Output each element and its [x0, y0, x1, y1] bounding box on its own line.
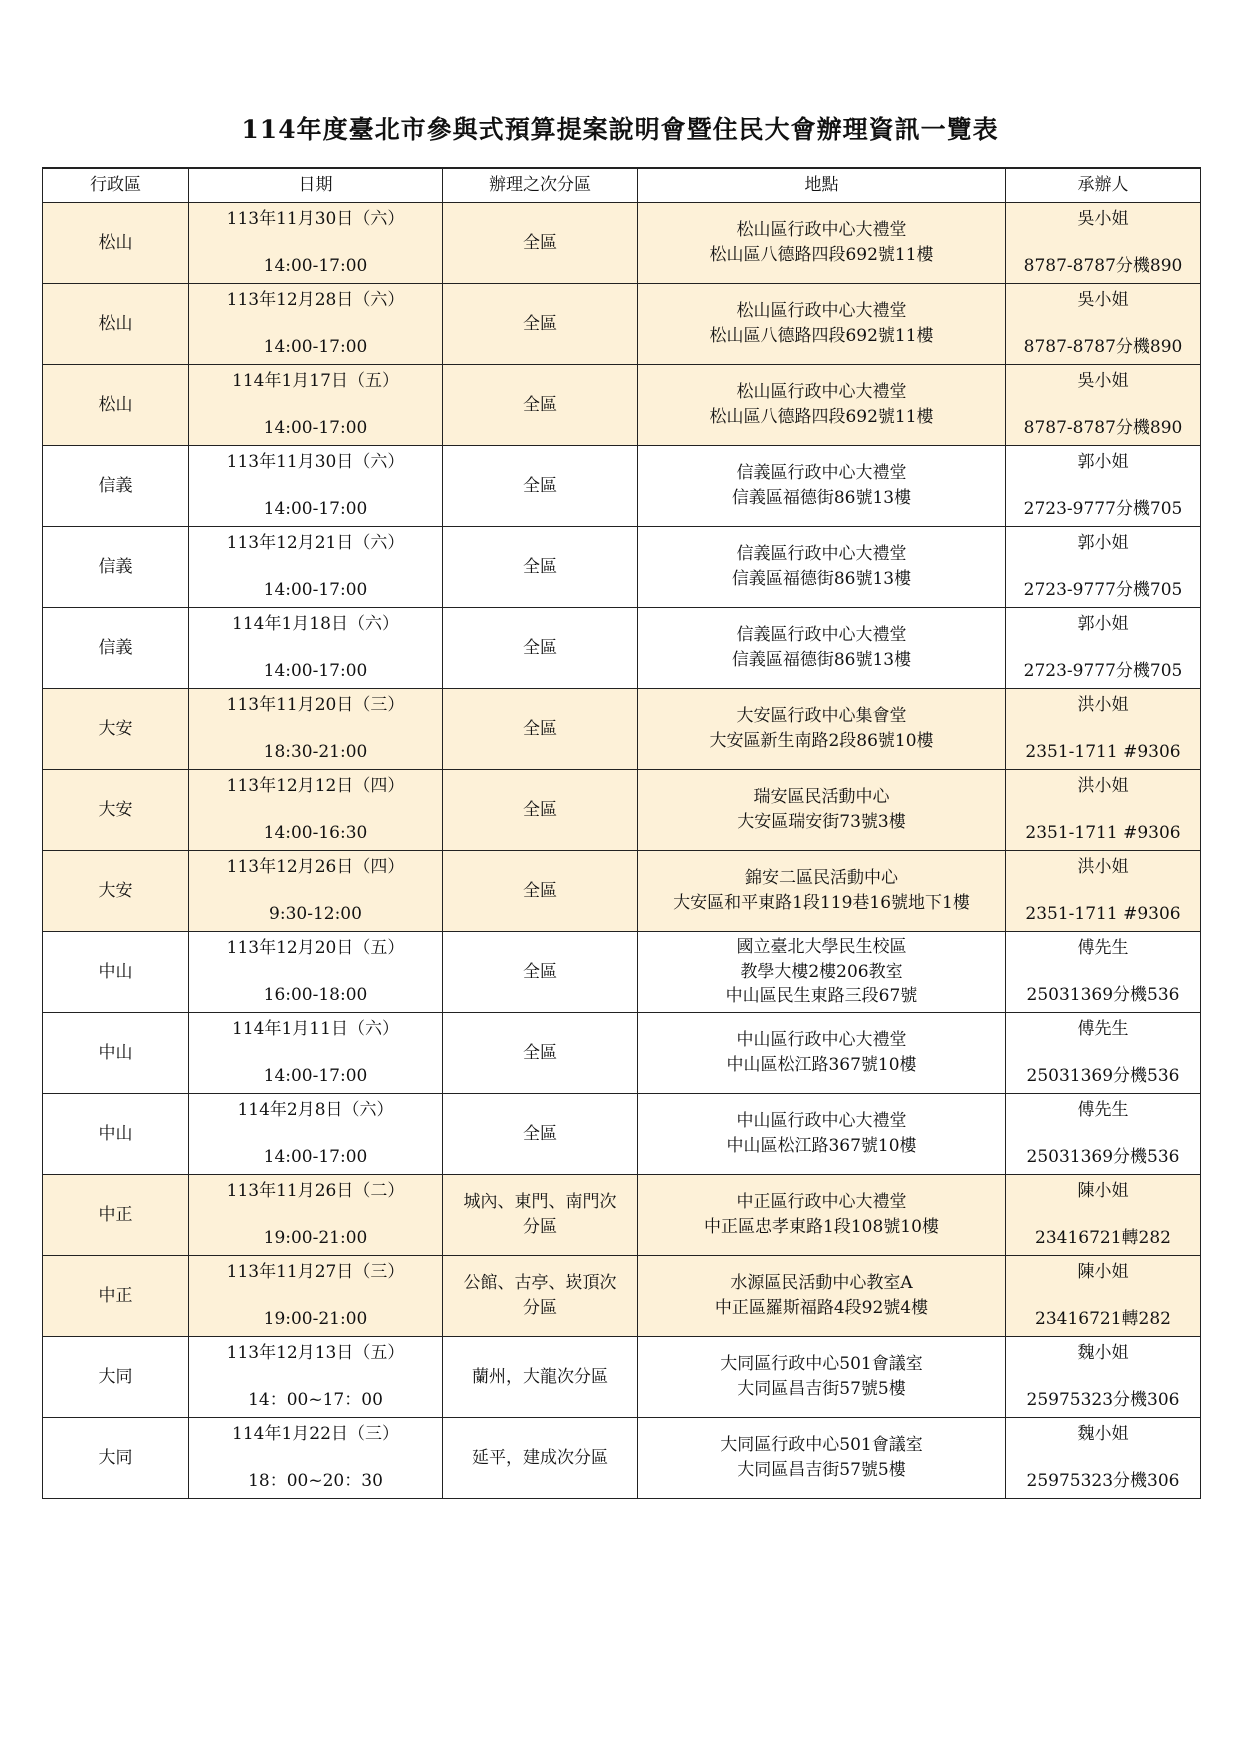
cell-district: 大安	[43, 851, 189, 932]
cell-subdistrict: 全區	[443, 770, 638, 851]
table-row	[43, 1175, 1201, 1256]
event-time: 16:00-18:00	[263, 985, 368, 1006]
cell-location	[638, 1337, 1006, 1418]
cell-contact	[1006, 1013, 1201, 1094]
contact-phone: 23416721轉282	[1035, 1228, 1171, 1249]
cell-location	[638, 851, 1006, 932]
location-line: 大安區行政中心集會堂	[736, 706, 907, 727]
cell-subdistrict: 延平，建成次分區	[443, 1418, 638, 1499]
cell-subdistrict: 全區	[443, 608, 638, 689]
cell-contact	[1006, 365, 1201, 446]
cell-date	[189, 689, 443, 770]
location-line: 信義區行政中心大禮堂	[736, 544, 907, 565]
cell-subdistrict	[443, 1256, 638, 1337]
event-time: 18：00~20：30	[248, 1471, 383, 1492]
contact-name: 陳小姐	[1077, 1181, 1129, 1201]
subdistrict-line: 城內、東門、南門次	[463, 1192, 617, 1213]
event-date: 113年11月20日（三）	[226, 695, 405, 715]
event-time: 18:30-21:00	[263, 742, 368, 763]
event-date: 113年12月13日（五）	[226, 1343, 405, 1363]
event-date: 113年11月30日（六）	[226, 452, 405, 472]
contact-name: 魏小姐	[1077, 1424, 1129, 1444]
location-line: 信義區福德街86號13樓	[731, 650, 912, 670]
cell-date	[189, 851, 443, 932]
header-location: 地點	[638, 168, 1006, 203]
event-time: 14:00-17:00	[263, 256, 368, 277]
cell-location	[638, 284, 1006, 365]
event-time: 14:00-17:00	[263, 1066, 368, 1087]
table-row	[43, 770, 1201, 851]
contact-phone: 2351-1711 #9306	[1025, 823, 1181, 844]
cell-location	[638, 1256, 1006, 1337]
event-date: 114年1月22日（三）	[232, 1424, 399, 1444]
cell-contact	[1006, 1418, 1201, 1499]
location-line: 大同區行政中心501會議室	[720, 1354, 923, 1375]
contact-name: 傅先生	[1077, 1100, 1129, 1120]
cell-contact	[1006, 932, 1201, 1013]
event-time: 19:00-21:00	[263, 1228, 368, 1249]
event-date: 114年1月11日（六）	[232, 1019, 399, 1039]
location-line: 國立臺北大學民生校區	[736, 937, 907, 958]
location-line: 中正區羅斯福路4段92號4樓	[714, 1298, 929, 1318]
location-line: 松山區行政中心大禮堂	[736, 382, 907, 403]
cell-district: 信義	[43, 527, 189, 608]
location-line: 中山區松江路367號10樓	[726, 1055, 917, 1075]
location-line: 松山區八德路四段692號11樓	[709, 326, 934, 346]
contact-name: 洪小姐	[1077, 695, 1129, 715]
contact-name: 魏小姐	[1077, 1343, 1129, 1363]
table-row	[43, 527, 1201, 608]
cell-subdistrict: 全區	[443, 851, 638, 932]
cell-subdistrict: 蘭州，大龍次分區	[443, 1337, 638, 1418]
cell-date	[189, 1094, 443, 1175]
event-date: 114年1月18日（六）	[232, 614, 399, 634]
cell-district: 信義	[43, 608, 189, 689]
header-date: 日期	[189, 168, 443, 203]
table-row	[43, 689, 1201, 770]
event-time: 14:00-17:00	[263, 418, 368, 439]
cell-location	[638, 527, 1006, 608]
location-line: 教學大樓2樓206教室	[740, 961, 903, 982]
cell-date	[189, 446, 443, 527]
event-time: 14:00-17:00	[263, 661, 368, 682]
event-time: 14:00-17:00	[263, 1147, 368, 1168]
cell-date	[189, 1337, 443, 1418]
cell-district: 中山	[43, 932, 189, 1013]
cell-contact	[1006, 284, 1201, 365]
cell-date	[189, 1013, 443, 1094]
cell-location	[638, 446, 1006, 527]
cell-date	[189, 284, 443, 365]
contact-phone: 2723-9777分機705	[1023, 499, 1183, 520]
contact-name: 洪小姐	[1077, 857, 1129, 877]
cell-location	[638, 932, 1006, 1013]
cell-location	[638, 689, 1006, 770]
cell-subdistrict: 全區	[443, 1013, 638, 1094]
cell-district: 中正	[43, 1256, 189, 1337]
location-line: 信義區行政中心大禮堂	[736, 463, 907, 484]
cell-subdistrict	[443, 1175, 638, 1256]
cell-date	[189, 1418, 443, 1499]
location-line: 松山區行政中心大禮堂	[736, 301, 907, 322]
subdistrict-line: 分區	[523, 1298, 557, 1318]
cell-contact	[1006, 1256, 1201, 1337]
contact-name: 傅先生	[1077, 1019, 1129, 1039]
contact-phone: 2723-9777分機705	[1023, 661, 1183, 682]
cell-subdistrict: 全區	[443, 365, 638, 446]
cell-district: 中山	[43, 1094, 189, 1175]
location-line: 信義區福德街86號13樓	[731, 488, 912, 508]
contact-name: 吳小姐	[1077, 209, 1129, 229]
event-date: 114年1月17日（五）	[232, 371, 399, 391]
event-time: 14:00-16:30	[263, 823, 368, 844]
cell-date	[189, 608, 443, 689]
location-line: 信義區福德街86號13樓	[731, 569, 912, 589]
cell-date	[189, 527, 443, 608]
cell-date	[189, 932, 443, 1013]
table-row	[43, 851, 1201, 932]
cell-contact	[1006, 203, 1201, 284]
contact-name: 傅先生	[1077, 938, 1129, 958]
location-line: 水源區民活動中心教室A	[730, 1273, 913, 1294]
header-district: 行政區	[43, 168, 189, 203]
cell-location	[638, 365, 1006, 446]
event-time: 14:00-17:00	[263, 580, 368, 601]
event-time: 14:00-17:00	[263, 499, 368, 520]
cell-contact	[1006, 770, 1201, 851]
table-row	[43, 284, 1201, 365]
contact-phone: 23416721轉282	[1035, 1309, 1171, 1330]
cell-location	[638, 1013, 1006, 1094]
cell-date	[189, 770, 443, 851]
location-line: 大同區行政中心501會議室	[720, 1435, 923, 1456]
location-line: 大同區昌吉街57號5樓	[737, 1379, 906, 1399]
location-line: 瑞安區民活動中心	[753, 787, 890, 808]
table-row	[43, 608, 1201, 689]
location-line: 大安區新生南路2段86號10樓	[709, 731, 934, 751]
location-line: 松山區八德路四段692號11樓	[709, 407, 934, 427]
contact-name: 洪小姐	[1077, 776, 1129, 796]
event-time: 9:30-12:00	[269, 904, 362, 925]
location-line: 錦安二區民活動中心	[745, 868, 898, 889]
cell-location	[638, 1418, 1006, 1499]
cell-district: 信義	[43, 446, 189, 527]
location-line: 信義區行政中心大禮堂	[736, 625, 907, 646]
cell-location	[638, 770, 1006, 851]
location-line: 中正區行政中心大禮堂	[736, 1192, 907, 1213]
contact-phone: 8787-8787分機890	[1023, 256, 1183, 277]
cell-location	[638, 1094, 1006, 1175]
contact-name: 吳小姐	[1077, 290, 1129, 310]
event-date: 113年12月21日（六）	[226, 533, 405, 553]
cell-location	[638, 608, 1006, 689]
cell-date	[189, 1175, 443, 1256]
contact-name: 郭小姐	[1077, 533, 1129, 553]
event-date: 113年12月28日（六）	[226, 290, 405, 310]
cell-contact	[1006, 446, 1201, 527]
location-line: 中山區民生東路三段67號	[725, 986, 918, 1007]
event-date: 113年11月26日（二）	[226, 1181, 405, 1201]
cell-district: 大安	[43, 770, 189, 851]
event-date: 113年11月27日（三）	[226, 1262, 405, 1282]
cell-location	[638, 1175, 1006, 1256]
event-time: 19:00-21:00	[263, 1309, 368, 1330]
subdistrict-line: 分區	[523, 1217, 557, 1237]
location-line: 松山區行政中心大禮堂	[736, 220, 907, 241]
contact-phone: 2351-1711 #9306	[1025, 904, 1181, 925]
cell-subdistrict: 全區	[443, 932, 638, 1013]
event-date: 113年12月26日（四）	[226, 857, 405, 877]
cell-subdistrict: 全區	[443, 203, 638, 284]
location-line: 松山區八德路四段692號11樓	[709, 245, 934, 265]
contact-name: 郭小姐	[1077, 614, 1129, 634]
subdistrict-line: 公館、古亭、崁頂次	[463, 1273, 617, 1294]
cell-contact	[1006, 1094, 1201, 1175]
cell-subdistrict: 全區	[443, 284, 638, 365]
contact-phone: 2351-1711 #9306	[1025, 742, 1181, 763]
event-date: 114年2月8日（六）	[237, 1100, 394, 1120]
cell-subdistrict: 全區	[443, 689, 638, 770]
schedule-table	[42, 167, 1201, 1499]
event-time: 14：00~17：00	[248, 1390, 383, 1411]
cell-district: 松山	[43, 203, 189, 284]
cell-date	[189, 365, 443, 446]
cell-contact	[1006, 527, 1201, 608]
cell-subdistrict: 全區	[443, 1094, 638, 1175]
cell-date	[189, 203, 443, 284]
location-line: 大同區昌吉街57號5樓	[737, 1460, 906, 1480]
event-time: 14:00-17:00	[263, 337, 368, 358]
event-date: 113年12月20日（五）	[226, 938, 405, 958]
table-header-row	[43, 168, 1201, 203]
contact-phone: 2723-9777分機705	[1023, 580, 1183, 601]
table-row	[43, 1094, 1201, 1175]
contact-phone: 25031369分機536	[1026, 1066, 1180, 1087]
cell-contact	[1006, 1175, 1201, 1256]
cell-subdistrict: 全區	[443, 446, 638, 527]
table-row	[43, 1256, 1201, 1337]
table-row	[43, 203, 1201, 284]
contact-name: 吳小姐	[1077, 371, 1129, 391]
page-title: 114年度臺北市參與式預算提案說明會暨住民大會辦理資訊一覽表	[241, 115, 999, 144]
cell-location	[638, 203, 1006, 284]
table-row	[43, 1418, 1201, 1499]
event-date: 113年12月12日（四）	[226, 776, 405, 796]
event-date: 113年11月30日（六）	[226, 209, 405, 229]
cell-district: 大同	[43, 1418, 189, 1499]
location-line: 大安區和平東路1段119巷16號地下1樓	[673, 893, 970, 913]
table-row	[43, 932, 1201, 1013]
table-row	[43, 1013, 1201, 1094]
location-line: 中正區忠孝東路1段108號10樓	[704, 1217, 939, 1237]
cell-contact	[1006, 1337, 1201, 1418]
contact-phone: 25975323分機306	[1026, 1390, 1180, 1411]
location-line: 中山區松江路367號10樓	[726, 1136, 917, 1156]
table-row	[43, 1337, 1201, 1418]
cell-contact	[1006, 689, 1201, 770]
header-subdistrict: 辦理之次分區	[443, 168, 638, 203]
contact-phone: 25031369分機536	[1026, 1147, 1180, 1168]
cell-district: 大同	[43, 1337, 189, 1418]
contact-name: 陳小姐	[1077, 1262, 1129, 1282]
cell-date	[189, 1256, 443, 1337]
header-contact: 承辦人	[1006, 168, 1201, 203]
cell-contact	[1006, 608, 1201, 689]
contact-phone: 25975323分機306	[1026, 1471, 1180, 1492]
table-row	[43, 365, 1201, 446]
cell-district: 松山	[43, 284, 189, 365]
location-line: 中山區行政中心大禮堂	[736, 1030, 907, 1051]
contact-phone: 8787-8787分機890	[1023, 337, 1183, 358]
cell-district: 松山	[43, 365, 189, 446]
cell-district: 中山	[43, 1013, 189, 1094]
cell-district: 中正	[43, 1175, 189, 1256]
cell-district: 大安	[43, 689, 189, 770]
table-body	[43, 203, 1201, 1499]
location-line: 中山區行政中心大禮堂	[736, 1111, 907, 1132]
contact-phone: 25031369分機536	[1026, 985, 1180, 1006]
contact-phone: 8787-8787分機890	[1023, 418, 1183, 439]
location-line: 大安區瑞安街73號3樓	[737, 812, 906, 832]
contact-name: 郭小姐	[1077, 452, 1129, 472]
cell-contact	[1006, 851, 1201, 932]
cell-subdistrict: 全區	[443, 527, 638, 608]
table-row	[43, 446, 1201, 527]
